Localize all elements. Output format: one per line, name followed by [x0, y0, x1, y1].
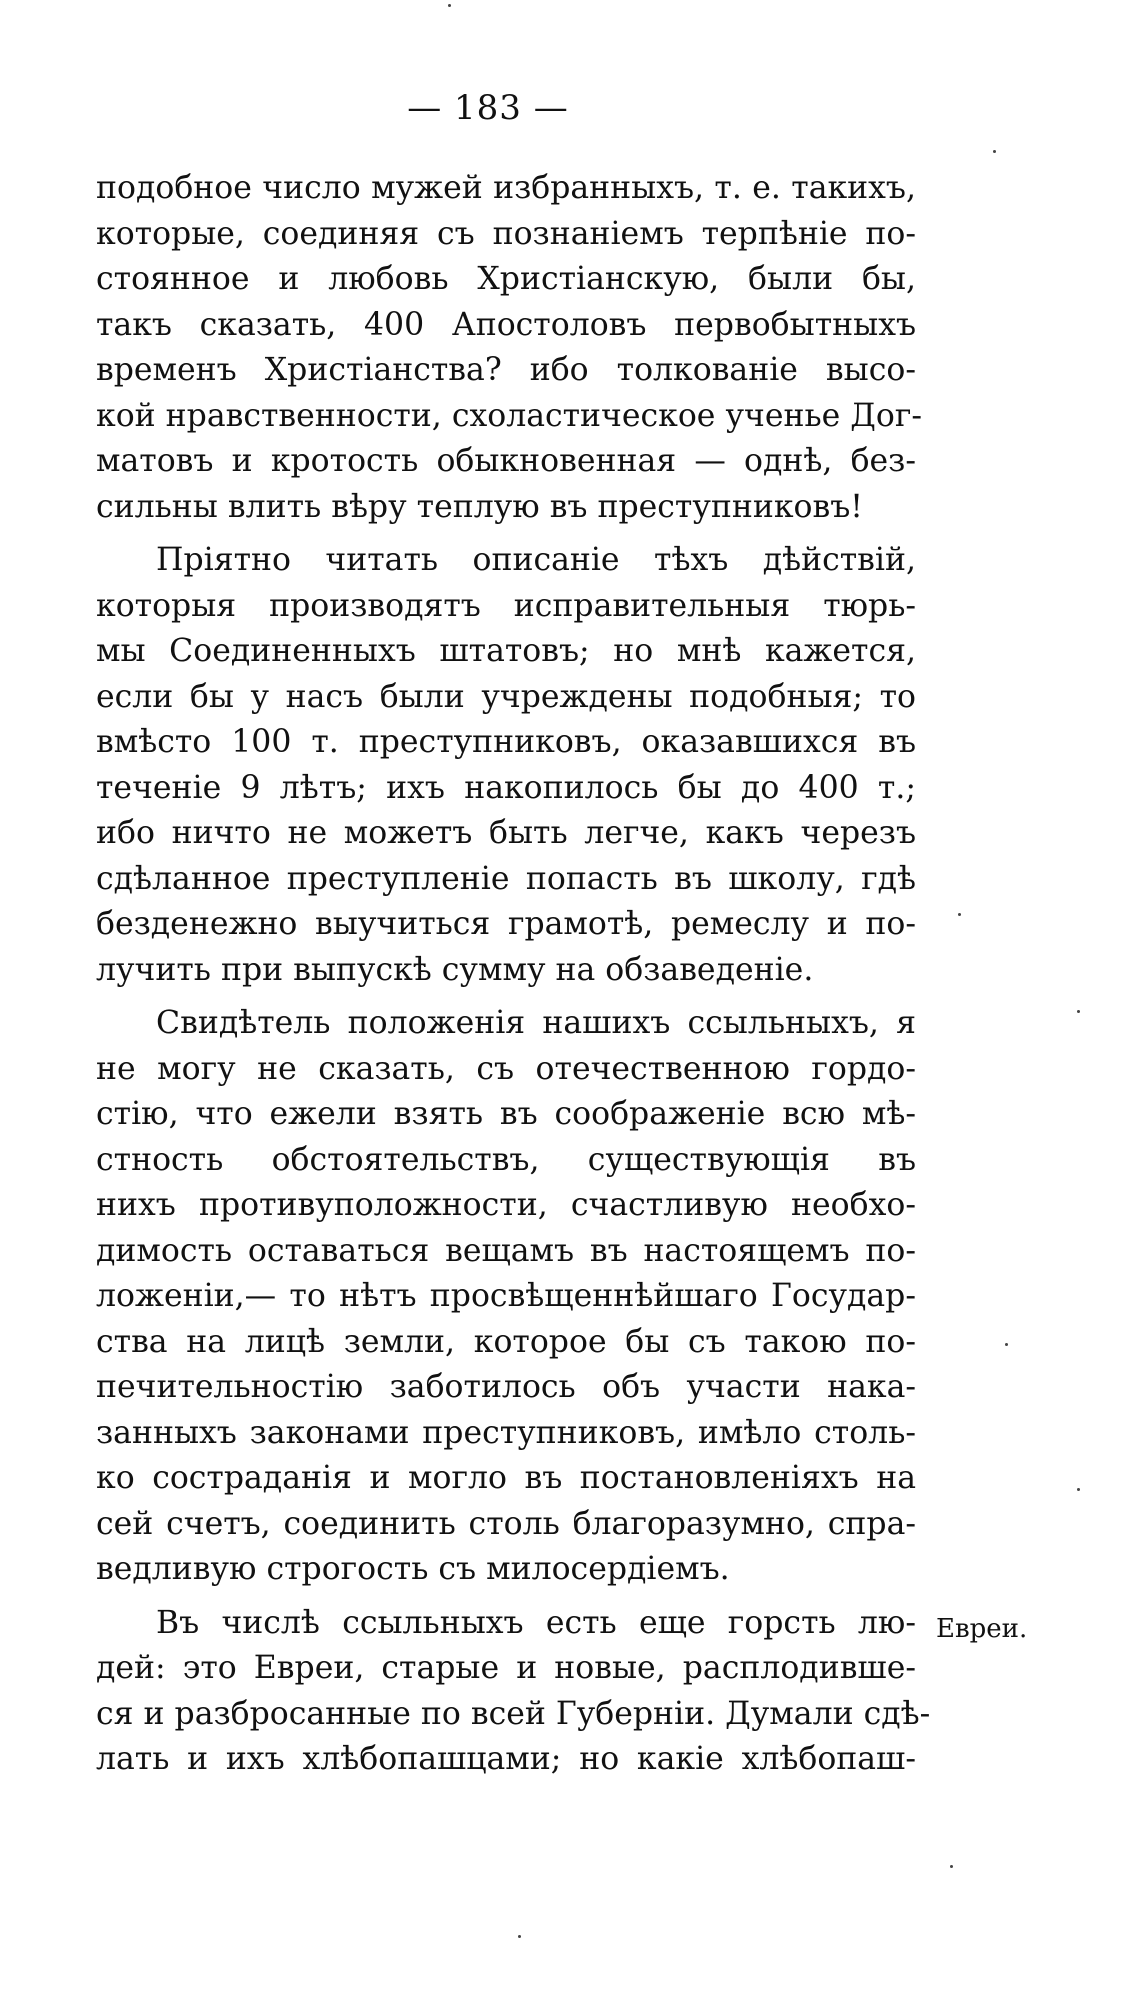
text-line: вмѣсто 100 т. преступниковъ, оказавшихся въ — [96, 724, 916, 760]
text-line: димость оставаться вещамъ въ настоящемъ по- — [96, 1232, 916, 1269]
text-line: занныхъ законами преступниковъ, имѣло столь- — [96, 1414, 916, 1451]
text-line: временъ Христiанства? ибо толкованiе высо- — [96, 352, 916, 388]
body-text — [96, 166, 931, 1783]
paragraph-1 — [96, 166, 922, 530]
text-line: мы Соединенныхъ штатовъ; но мнѣ кажется, — [96, 633, 916, 669]
paragraph-gap — [96, 530, 916, 538]
text-line: стоянное и любовь Христiанскую, были бы, — [96, 261, 916, 297]
text-line: ко состраданiя и могло въ постановленiяхъ на — [96, 1460, 916, 1496]
text-line: стность обстоятельствъ, существующiя въ — [96, 1141, 916, 1178]
text-line: сей счетъ, соединить столь благоразумно, спра- — [96, 1505, 916, 1542]
text-line: ибо ничто не можетъ быть легче, какъ черезъ — [96, 815, 916, 851]
text-line: ведливую строгость съ милосердiемъ. — [96, 1551, 730, 1587]
paper-speck — [1077, 1010, 1080, 1013]
text-line: печительностiю заботилось объ участи нака- — [96, 1369, 916, 1405]
text-line: такъ сказать, 400 Апостоловъ первобытныхъ — [96, 306, 916, 343]
text-line: ся и разбросанные по всей Губернiи. Думали сдѣ- — [96, 1695, 931, 1732]
text-line: которые, соединяя съ познанiемъ терпѣнiе по- — [96, 215, 916, 252]
text-line: ложенiи,— то нѣтъ просвѣщеннѣйшаго Государ- — [96, 1278, 916, 1314]
text-line: кой нравственности, схоластическое ученье Дог- — [96, 397, 922, 434]
text-line: лучить при выпускѣ сумму на обзаведенiе. — [96, 951, 814, 988]
paragraph-2 — [96, 538, 916, 993]
paper-speck — [448, 4, 451, 7]
paragraph-gap — [96, 993, 916, 1001]
text-line: не могу не сказать, съ отечественною гордо- — [96, 1050, 916, 1087]
text-line: безденежно выучиться грамотѣ, ремеслу и по- — [96, 906, 916, 942]
paper-speck — [993, 150, 996, 153]
text-line: матовъ и кротость обыкновенная — однѣ, без- — [96, 443, 916, 479]
text-line: Въ числѣ ссыльныхъ есть еще горсть лю- — [156, 1604, 916, 1641]
paragraph-4 — [96, 1601, 931, 1783]
text-line: если бы у насъ были учреждены подобныя; то — [96, 678, 916, 715]
text-line: которыя производятъ исправительныя тюрь- — [96, 587, 916, 624]
text-line: подобное число мужей избранныхъ, т. е. такихъ, — [96, 170, 916, 206]
text-line: нихъ противуположности, счастливую необхо- — [96, 1187, 916, 1223]
text-line: Прiятно читать описанiе тѣхъ дѣйствiй, — [156, 542, 916, 578]
paragraph-gap — [96, 1593, 916, 1601]
text-line: теченiе 9 лѣтъ; ихъ накопилось бы до 400 т.; — [96, 769, 916, 806]
text-line: стiю, что ежели взять въ соображенiе всю мѣ- — [96, 1096, 916, 1132]
text-line: Свидѣтель положенiя нашихъ ссыльныхъ, я — [156, 1005, 916, 1041]
page-number: — 183 — — [407, 88, 569, 128]
text-line: сдѣланное преступленiе попасть въ школу, гдѣ — [96, 860, 916, 897]
paper-speck — [958, 913, 961, 916]
text-line: ства на лицѣ земли, которое бы съ такою по- — [96, 1323, 916, 1360]
text-line: лать и ихъ хлѣбопашцами; но какiе хлѣбопаш- — [96, 1741, 916, 1777]
margin-note: Евреи. — [936, 1614, 1028, 1644]
paper-speck — [518, 1935, 521, 1938]
paper-speck — [1005, 1343, 1008, 1346]
text-line: дей: это Евреи, старые и новые, расплодивше- — [96, 1650, 916, 1686]
paper-speck — [950, 1865, 953, 1868]
paper-speck — [1077, 1488, 1080, 1491]
paragraph-3 — [96, 1001, 916, 1593]
text-line: сильны влить вѣру теплую въ преступниковъ! — [96, 488, 863, 525]
